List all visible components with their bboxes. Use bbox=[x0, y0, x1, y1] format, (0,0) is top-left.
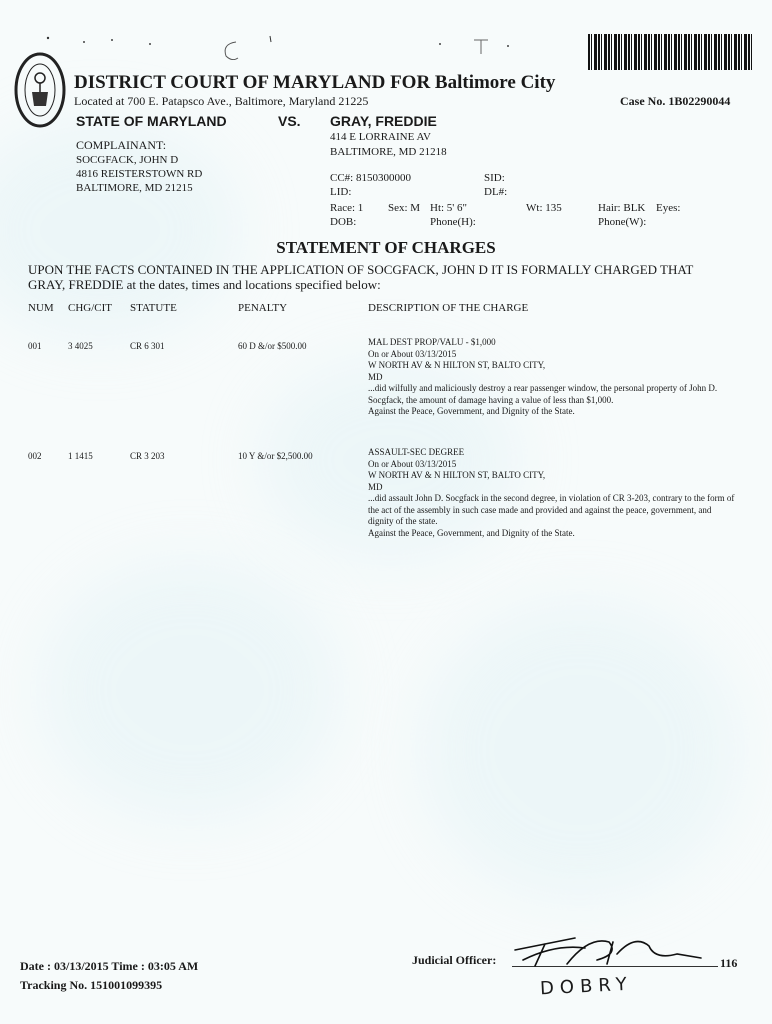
charge-num: 002 bbox=[28, 451, 42, 461]
charge-description bbox=[368, 447, 738, 539]
dl-field: DL#: bbox=[484, 186, 508, 198]
header-num: NUM bbox=[28, 302, 54, 314]
header-penalty: PENALTY bbox=[238, 302, 288, 314]
header-description: DESCRIPTION OF THE CHARGE bbox=[368, 302, 529, 314]
defendant-city: BALTIMORE, MD 21218 bbox=[330, 146, 447, 158]
versus-label: VS. bbox=[278, 113, 301, 129]
charge-title: MAL DEST PROP/VALU - $1,000 bbox=[368, 337, 496, 347]
cc-number: CC#: 8150300000 bbox=[330, 172, 411, 184]
paper-stain bbox=[40, 560, 340, 820]
paper-stain bbox=[420, 600, 740, 900]
complainant-street: 4816 REISTERSTOWN RD bbox=[76, 168, 203, 180]
charge-date: On or About 03/13/2015 bbox=[368, 458, 457, 469]
charge-narrative: ...did wilfully and maliciously destroy a rear passenger window, the personal property of John D. Socgfack, the amount of damage having a value of less than $1,000. bbox=[368, 383, 718, 405]
charge-state: MD bbox=[368, 481, 383, 492]
lid-field: LID: bbox=[330, 186, 352, 198]
height-field: Ht: 5' 6" bbox=[430, 202, 468, 214]
date-time: Date : 03/13/2015 Time : 03:05 AM bbox=[20, 959, 199, 973]
barcode bbox=[588, 34, 752, 70]
charge-statute: CR 6 301 bbox=[130, 341, 165, 351]
sex-field: Sex: M bbox=[388, 202, 421, 214]
charge-state: MD bbox=[368, 371, 383, 382]
charge-penalty: 10 Y &/or $2,500.00 bbox=[238, 451, 313, 461]
complainant-city: BALTIMORE, MD 21215 bbox=[76, 182, 193, 194]
officer-name: DOBRY bbox=[539, 973, 634, 1000]
dob-field: DOB: bbox=[330, 216, 357, 228]
court-address: Located at 700 E. Patapsco Ave., Baltimore, Maryland 21225 bbox=[74, 94, 369, 108]
phone-work-field: Phone(W): bbox=[598, 216, 647, 228]
judicial-officer-label: Judicial Officer: bbox=[412, 953, 497, 967]
court-title: DISTRICT COURT OF MARYLAND FOR Baltimore City bbox=[74, 72, 556, 93]
charge-code: 3 4025 bbox=[68, 341, 93, 351]
charge-date: On or About 03/13/2015 bbox=[368, 348, 457, 359]
hair-field: Hair: BLK bbox=[598, 202, 646, 214]
charge-location: W NORTH AV & N HILTON ST, BALTO CITY, bbox=[368, 360, 546, 370]
complainant-name: SOCGFACK, JOHN D bbox=[76, 154, 179, 166]
complainant-label: COMPLAINANT: bbox=[76, 138, 167, 152]
charge-statute: CR 3 203 bbox=[130, 451, 165, 461]
statement-title: STATEMENT OF CHARGES bbox=[276, 238, 496, 257]
charge-penalty: 60 D &/or $500.00 bbox=[238, 341, 307, 351]
charge-location: W NORTH AV & N HILTON ST, BALTO CITY, bbox=[368, 470, 546, 480]
charge-narrative: ...did assault John D. Socgfack in the second degree, in violation of CR 3-203, contrary to the form of the act of the assembly in such case made and provided and against the peace, government, and dignity of the state. bbox=[368, 493, 735, 526]
phone-home-field: Phone(H): bbox=[430, 216, 476, 228]
judge-signature bbox=[505, 930, 705, 970]
charge-code: 1 1415 bbox=[68, 451, 93, 461]
charge-description bbox=[368, 337, 738, 418]
tracking-number: Tracking No. 151001099395 bbox=[20, 978, 163, 992]
header-chg: CHG/CIT bbox=[68, 302, 112, 314]
officer-id: 116 bbox=[720, 956, 738, 970]
court-seal bbox=[14, 52, 66, 128]
plaintiff: STATE OF MARYLAND bbox=[76, 113, 227, 129]
charge-closing: Against the Peace, Government, and Dignity of the State. bbox=[368, 406, 575, 416]
charge-num: 001 bbox=[28, 341, 42, 351]
race-field: Race: 1 bbox=[330, 202, 364, 214]
facts-statement: UPON THE FACTS CONTAINED IN THE APPLICATION OF SOCGFACK, JOHN D IT IS FORMALLY CHARGED THAT GRAY, FREDDIE at the dates, times and locations specified below: bbox=[28, 262, 694, 292]
eyes-field: Eyes: bbox=[656, 202, 681, 214]
header-statute: STATUTE bbox=[130, 302, 177, 314]
charge-closing: Against the Peace, Government, and Dignity of the State. bbox=[368, 527, 575, 538]
defendant-name: GRAY, FREDDIE bbox=[330, 113, 437, 129]
weight-field: Wt: 135 bbox=[526, 202, 562, 214]
defendant-street: 414 E LORRAINE AV bbox=[330, 131, 431, 143]
case-number: Case No. 1B02290044 bbox=[620, 94, 731, 108]
charge-title: ASSAULT-SEC DEGREE bbox=[368, 447, 465, 457]
sid-field: SID: bbox=[484, 172, 505, 184]
